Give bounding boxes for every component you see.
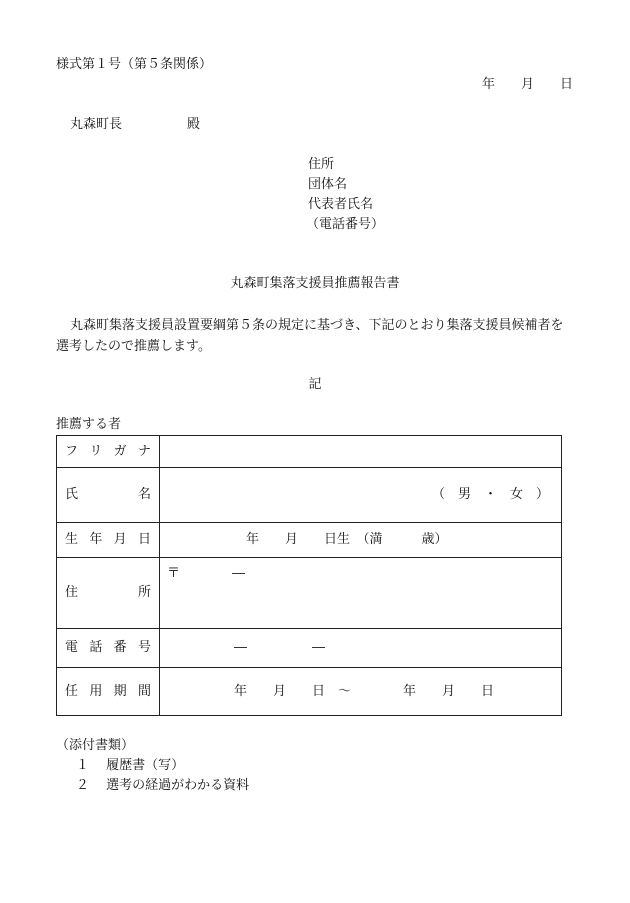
row-phone [57,629,562,668]
label-term: 任 用 期 間 [57,668,160,716]
row-term [57,668,562,716]
birthdate-template: 年 月 日生 （満 歳） [246,532,448,547]
phone-template: ― ― [234,640,326,655]
ki-heading: 記 [308,377,322,392]
label-furigana: フ リ ガ ナ [57,436,160,468]
phone-field[interactable] [160,629,562,668]
row-birthdate [57,523,562,558]
attachments-list [76,756,249,796]
name-field[interactable] [160,468,562,523]
row-name [57,468,562,523]
attachment-item: ２ 選考の経過がわかる資料 [76,778,250,793]
date-line: 年 月 日 [482,77,574,92]
label-phone: 電 話 番 号 [57,629,160,668]
birthdate-field[interactable] [160,523,562,558]
term-template: 年 月 日 ～ 年 月 日 [234,683,495,699]
term-field[interactable] [160,668,562,716]
furigana-field[interactable] [160,436,562,468]
table-caption: 推薦する者 [56,417,122,432]
row-furigana [57,436,562,468]
attachments-heading: （添付書類） [56,738,135,753]
row-address [57,558,562,629]
label-name: 氏 名 [57,468,160,523]
sender-phone-label: （電話番号） [306,217,385,232]
document-title: 丸森町集落支援員推薦報告書 [230,276,400,291]
postal-code-template: 〒 ― [167,566,246,581]
attachment-item: １ 履歴書（写） [76,758,185,773]
sender-group-label: 団体名 [308,177,348,192]
sender-address-label: 住所 [308,157,335,172]
gender-selector[interactable]: （ 男 ・ 女 ） [431,487,549,502]
label-birthdate: 生 年 月 日 [57,523,160,558]
body-line-1: 丸森町集落支援員設置要綱第５条の規定に基づき、下記のとおり集落支援員候補者を [70,318,564,333]
form-number: 様式第１号（第５条関係） [56,57,213,72]
label-address: 住 所 [57,558,160,629]
addressee-name: 丸森町長 [70,117,123,132]
nominee-table [56,435,562,716]
sender-representative-label: 代表者氏名 [308,197,374,212]
addressee-honorific: 殿 [187,117,201,132]
address-field[interactable] [160,558,562,629]
body-line-2: 選考したので推薦します。 [56,339,211,354]
